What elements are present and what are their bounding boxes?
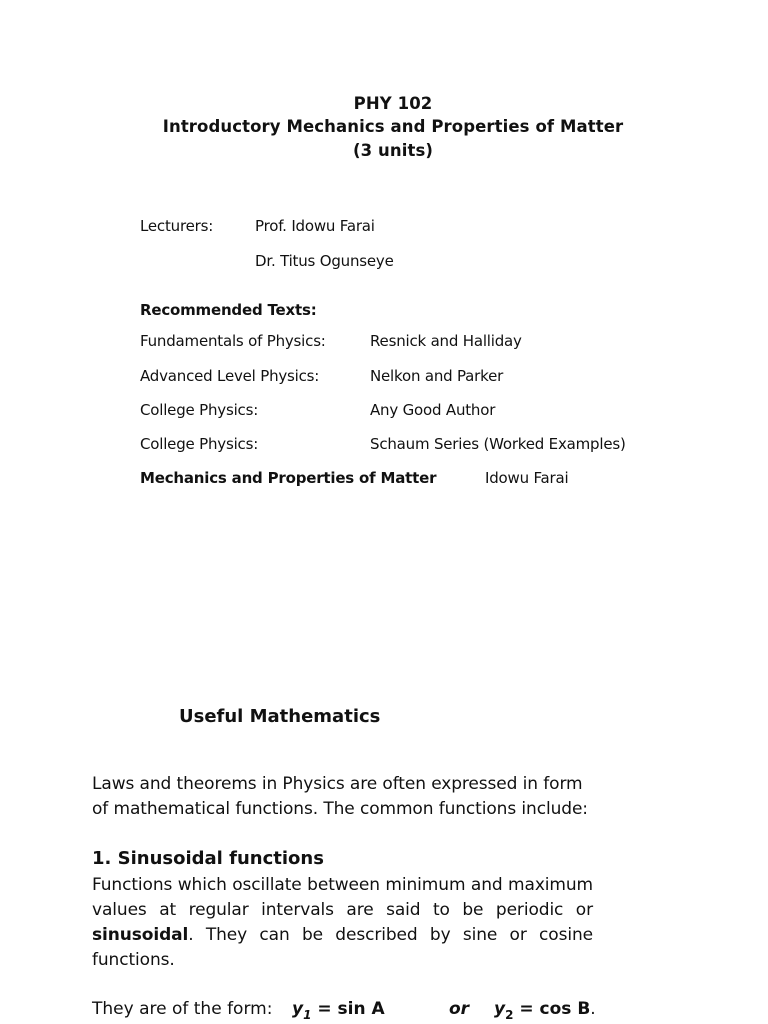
or-word (449, 997, 469, 1022)
text-title: College Physics: (140, 435, 259, 453)
equation-1 (292, 997, 385, 1023)
eq2-subscript: 2 (505, 1008, 514, 1022)
eq2-period: . (590, 999, 596, 1019)
text-author: Schaum Series (Worked Examples) (370, 435, 626, 453)
useful-math-heading: Useful Mathematics (179, 706, 381, 727)
eq2-variable: y (494, 999, 506, 1019)
paragraph-text: . They can be described by sine or cosine functions. (92, 925, 593, 970)
text-author: Idowu Farai (485, 469, 569, 487)
eq1-rhs: = sin A (311, 999, 385, 1019)
paragraph-text: Functions which oscillate between minimum and maximum values at regular intervals are said to be periodic or (92, 875, 593, 920)
eq1-subscript: 1 (303, 1008, 312, 1022)
section-1-heading: 1. Sinusoidal functions (92, 848, 324, 869)
course-units: (3 units) (352, 141, 434, 160)
text-title: Advanced Level Physics: (140, 367, 320, 385)
lecturer-name: Prof. Idowu Farai (255, 217, 375, 235)
intro-paragraph: Laws and theorems in Physics are often expressed in form of mathematical functions. The common functions include: (92, 774, 588, 819)
text-title: College Physics: (140, 401, 259, 419)
text-author: Any Good Author (370, 401, 496, 419)
sinusoidal-paragraph (92, 873, 593, 973)
lecturer-name: Dr. Titus Ogunseye (255, 252, 394, 270)
text-author: Resnick and Halliday (370, 332, 522, 350)
recommended-texts-heading: Recommended Texts: (140, 301, 317, 319)
eq1-variable: y (292, 999, 304, 1019)
course-title: Introductory Mechanics and Properties of Matter (162, 117, 624, 136)
sinusoidal-term: sinusoidal (92, 925, 189, 945)
or-text: or (449, 999, 470, 1019)
form-prefix: They are of the form: (92, 999, 273, 1019)
text-author: Nelkon and Parker (370, 367, 504, 385)
equation-2 (494, 997, 596, 1023)
course-code: PHY 102 (353, 94, 433, 113)
text-title: Fundamentals of Physics: (140, 332, 326, 350)
text-title: Mechanics and Properties of Matter (140, 469, 437, 487)
eq2-rhs: = cos B (513, 999, 591, 1019)
lecturers-label: Lecturers: (140, 217, 214, 235)
